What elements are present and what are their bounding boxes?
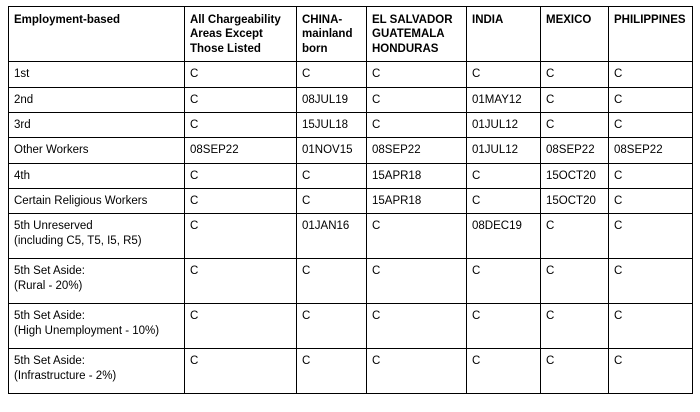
cell-china: 01JAN16: [297, 214, 367, 259]
cell-philippines: 08SEP22: [609, 138, 693, 163]
cell-india: C: [467, 349, 541, 394]
table-row: [9, 87, 693, 112]
cell-china: C: [297, 189, 367, 214]
row-category-label: 5th Set Aside:: [14, 355, 85, 368]
cell-elsalvador: 15APR18: [367, 189, 467, 214]
row-category-sublabel: (Infrastructure - 2%): [14, 369, 117, 382]
row-category: [9, 189, 185, 214]
cell-mexico: C: [541, 304, 609, 349]
cell-china: C: [297, 349, 367, 394]
row-category: [9, 304, 185, 349]
table-header-row: [9, 7, 693, 62]
cell-china: 01NOV15: [297, 138, 367, 163]
row-category-sublabel: (Rural - 20%): [14, 279, 83, 292]
row-category: [9, 112, 185, 137]
row-category: [9, 214, 185, 259]
row-category-sublabel: (including C5, T5, I5, R5): [14, 234, 142, 247]
cell-india: 08DEC19: [467, 214, 541, 259]
cell-mexico: 15OCT20: [541, 163, 609, 188]
table-row: [9, 62, 693, 87]
cell-mexico: C: [541, 87, 609, 112]
cell-elsalvador: 08SEP22: [367, 138, 467, 163]
table-row: [9, 163, 693, 188]
header-employment-based: Employment-based: [9, 7, 185, 62]
cell-mexico: C: [541, 259, 609, 304]
cell-philippines: C: [609, 163, 693, 188]
cell-china: C: [297, 163, 367, 188]
cell-india: 01JUL12: [467, 112, 541, 137]
cell-philippines: C: [609, 214, 693, 259]
cell-mexico: C: [541, 112, 609, 137]
row-category: [9, 163, 185, 188]
cell-mexico: C: [541, 349, 609, 394]
header-el-salvador-guatemala-honduras: EL SALVADOR GUATEMALA HONDURAS: [367, 7, 467, 62]
cell-india: 01JUL12: [467, 138, 541, 163]
cell-all: C: [185, 214, 297, 259]
cell-all: C: [185, 87, 297, 112]
cell-india: 01MAY12: [467, 87, 541, 112]
row-category-label: 5th Set Aside:: [14, 265, 85, 278]
cell-all: C: [185, 189, 297, 214]
header-all-chargeability-areas: All Chargeability Areas Except Those Listed: [185, 7, 297, 62]
header-india: INDIA: [467, 7, 541, 62]
cell-china: C: [297, 259, 367, 304]
row-category: [9, 87, 185, 112]
row-category-label: 4th: [14, 169, 30, 182]
cell-elsalvador: C: [367, 87, 467, 112]
cell-elsalvador: C: [367, 112, 467, 137]
employment-based-visa-table: [8, 6, 693, 394]
cell-philippines: C: [609, 304, 693, 349]
row-category-label: Certain Religious Workers: [14, 195, 148, 207]
row-category-label: Other Workers: [14, 144, 89, 157]
cell-philippines: C: [609, 349, 693, 394]
row-category-label: 5th Unreserved: [14, 220, 93, 233]
cell-all: 08SEP22: [185, 138, 297, 163]
cell-elsalvador: C: [367, 259, 467, 304]
cell-mexico: 15OCT20: [541, 189, 609, 214]
cell-elsalvador: C: [367, 304, 467, 349]
cell-all: C: [185, 112, 297, 137]
cell-elsalvador: C: [367, 62, 467, 87]
row-category-label: 5th Set Aside:: [14, 310, 85, 323]
cell-china: C: [297, 304, 367, 349]
row-category: [9, 138, 185, 163]
table-row: [9, 189, 693, 214]
cell-all: C: [185, 163, 297, 188]
row-category-label: 2nd: [14, 93, 34, 106]
cell-mexico: C: [541, 62, 609, 87]
table-row: [9, 214, 693, 259]
row-category-sublabel: (High Unemployment - 10%): [14, 324, 160, 337]
table-row: [9, 259, 693, 304]
table-row: [9, 304, 693, 349]
table-row: [9, 349, 693, 394]
cell-china: 15JUL18: [297, 112, 367, 137]
cell-all: C: [185, 259, 297, 304]
cell-philippines: C: [609, 259, 693, 304]
cell-india: C: [467, 259, 541, 304]
cell-all: C: [185, 62, 297, 87]
row-category-label: 3rd: [14, 118, 31, 131]
header-china-mainland-born: CHINA-mainland born: [297, 7, 367, 62]
cell-all: C: [185, 349, 297, 394]
cell-philippines: C: [609, 87, 693, 112]
cell-all: C: [185, 304, 297, 349]
cell-philippines: C: [609, 189, 693, 214]
cell-china: 08JUL19: [297, 87, 367, 112]
cell-mexico: 08SEP22: [541, 138, 609, 163]
cell-elsalvador: C: [367, 349, 467, 394]
row-category: [9, 62, 185, 87]
row-category: [9, 259, 185, 304]
cell-mexico: C: [541, 214, 609, 259]
cell-philippines: C: [609, 112, 693, 137]
header-mexico: MEXICO: [541, 7, 609, 62]
header-philippines: PHILIPPINES: [609, 7, 693, 62]
cell-india: C: [467, 62, 541, 87]
cell-philippines: C: [609, 62, 693, 87]
cell-china: C: [297, 62, 367, 87]
table-row: [9, 112, 693, 137]
cell-india: C: [467, 189, 541, 214]
cell-elsalvador: C: [367, 214, 467, 259]
table-row: [9, 138, 693, 163]
row-category-label: 1st: [14, 68, 30, 81]
cell-india: C: [467, 163, 541, 188]
cell-elsalvador: 15APR18: [367, 163, 467, 188]
row-category: [9, 349, 185, 394]
cell-india: C: [467, 304, 541, 349]
